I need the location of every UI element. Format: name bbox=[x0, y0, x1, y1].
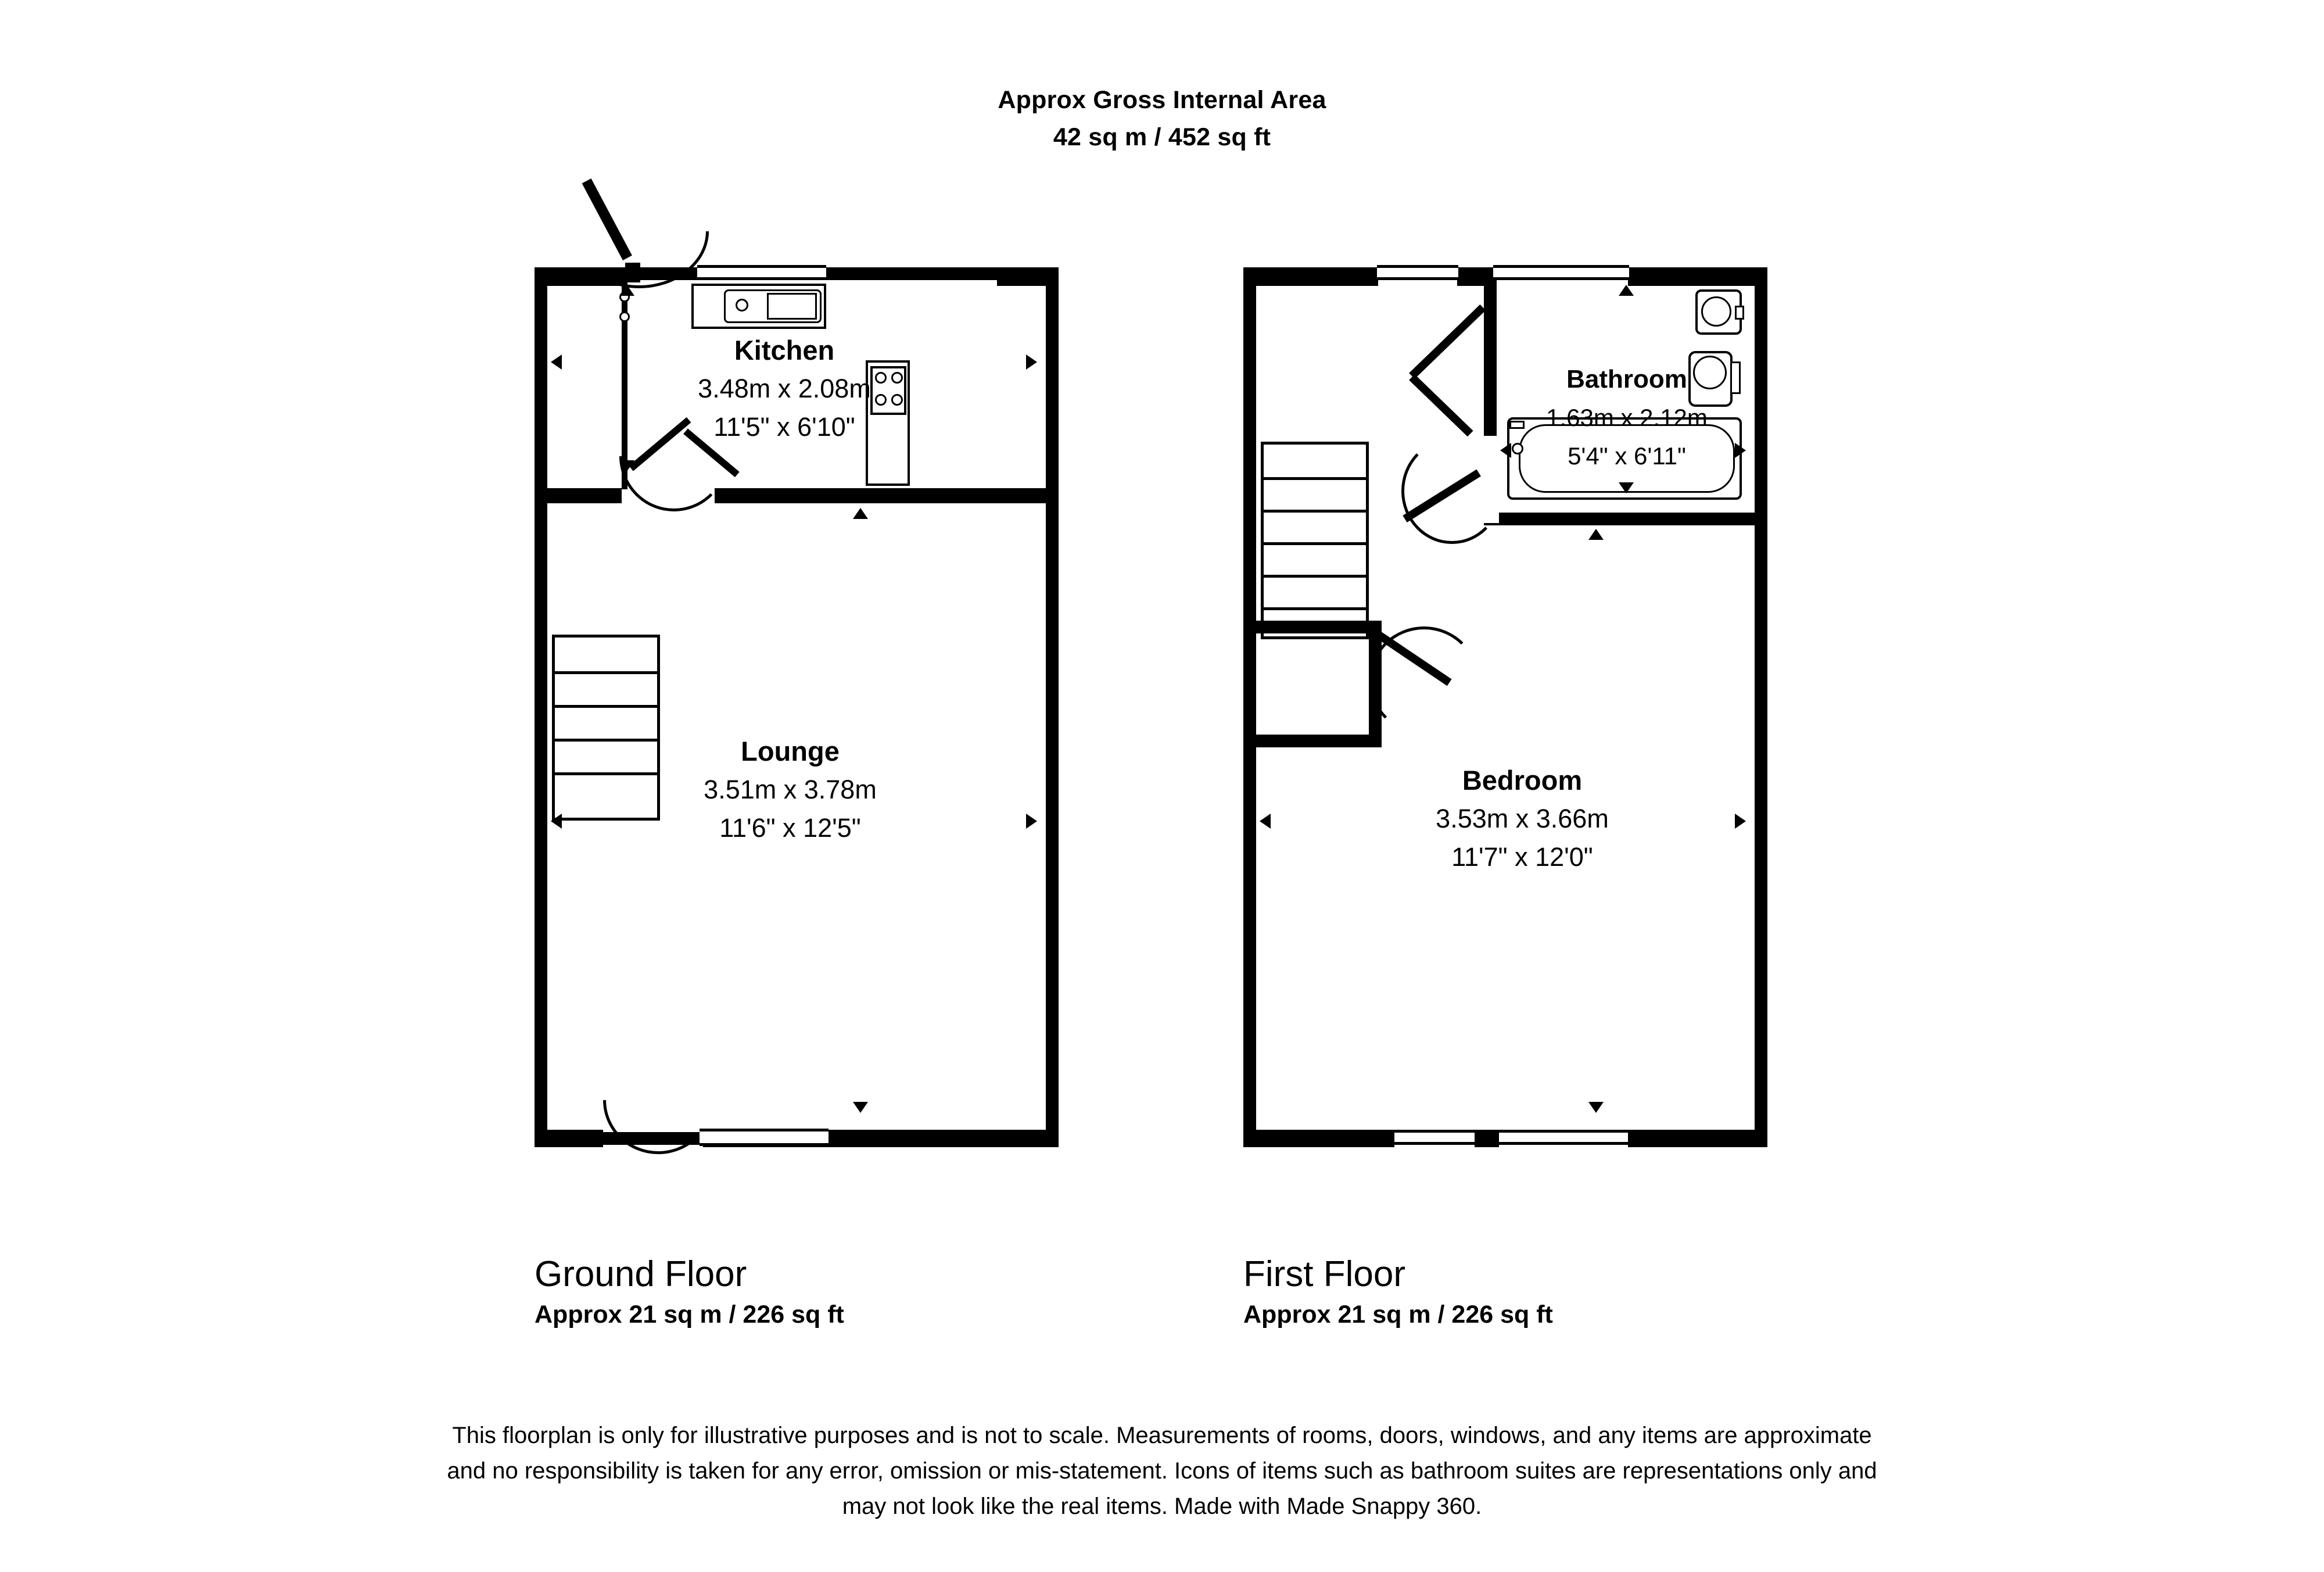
gross-internal-area-title: Approx Gross Internal Area bbox=[998, 86, 1326, 114]
kitchen-appliance-knob-2 bbox=[619, 311, 630, 322]
bathroom-diagonal-wall bbox=[1409, 305, 1486, 379]
disclaimer-line-1: This floorplan is only for illustrative purposes and is not to scale. Measurements of rooms, doors, windows, and any items are approximate bbox=[452, 1423, 1872, 1448]
bedroom-name: Bedroom bbox=[1462, 765, 1583, 796]
bedroom-arrow-up bbox=[1588, 529, 1604, 540]
kitchen-window-top bbox=[697, 265, 826, 280]
bedroom-arrow-down bbox=[1588, 1102, 1604, 1113]
stair-step bbox=[1264, 575, 1366, 578]
lounge-arrow-left bbox=[551, 814, 562, 829]
ground-floor-area: Approx 21 sq m / 226 sq ft bbox=[535, 1301, 844, 1328]
disclaimer bbox=[0, 1418, 2324, 1524]
bathroom-label bbox=[1482, 360, 1772, 475]
first-wall-left bbox=[1243, 267, 1256, 1145]
stair-step bbox=[1264, 477, 1366, 480]
stair-step bbox=[1264, 607, 1366, 610]
lounge-dim-imperial: 11'6" x 12'5" bbox=[719, 813, 861, 843]
landing-window-top bbox=[1377, 265, 1458, 280]
bathroom-arrow-down bbox=[1619, 482, 1634, 493]
disclaimer-line-3: may not look like the real items. Made with Made Snappy 360. bbox=[842, 1494, 1482, 1519]
ground-wall-right bbox=[1046, 267, 1059, 1145]
kitchen-arrow-down bbox=[619, 460, 634, 471]
ground-floor-title: Ground Floor bbox=[535, 1254, 747, 1294]
lounge-label bbox=[657, 732, 924, 847]
stair-step bbox=[555, 671, 657, 674]
bathroom-name: Bathroom bbox=[1566, 365, 1687, 393]
first-floor-title: First Floor bbox=[1243, 1254, 1405, 1294]
bedroom-window-bottom-left bbox=[1394, 1130, 1475, 1145]
kitchen-dim-imperial: 11'5" x 6'10" bbox=[713, 412, 855, 442]
bedroom-dim-imperial: 11'7" x 12'0" bbox=[1451, 842, 1593, 872]
first-wall-top-inner-left bbox=[1243, 267, 1378, 286]
page-header bbox=[0, 81, 2324, 156]
bathroom-window-top bbox=[1493, 265, 1629, 280]
bathroom-wall-bottom bbox=[1484, 513, 1767, 525]
bedroom-wall-top bbox=[1243, 735, 1382, 747]
ground-divider-wall bbox=[535, 488, 1059, 503]
stair-step bbox=[555, 739, 657, 742]
lounge-arrow-down bbox=[853, 1102, 868, 1113]
stair-step bbox=[1264, 542, 1366, 545]
sink-basin bbox=[767, 293, 817, 320]
lounge-arrow-right bbox=[1026, 814, 1037, 829]
stair-step bbox=[555, 772, 657, 775]
ground-wall-left bbox=[535, 267, 547, 1145]
kitchen-arrow-up bbox=[619, 285, 634, 296]
bedroom-arrow-right bbox=[1735, 814, 1746, 829]
bedroom-dim-metric: 3.53m x 3.66m bbox=[1436, 804, 1609, 833]
lounge-door-jamb-left bbox=[535, 1130, 603, 1147]
first-wall-bottom-band-right bbox=[1628, 1130, 1767, 1147]
stair-step bbox=[555, 705, 657, 708]
first-wall-bottom-band-mid bbox=[1475, 1130, 1499, 1147]
basin-bowl bbox=[1701, 296, 1731, 327]
first-floor-area: Approx 21 sq m / 226 sq ft bbox=[1243, 1301, 1553, 1328]
first-wall-top-inner-right bbox=[1628, 267, 1767, 286]
landing-wall-horizontal bbox=[1243, 621, 1382, 633]
ground-floor-plan bbox=[511, 192, 1092, 1197]
lounge-dim-metric: 3.51m x 3.78m bbox=[704, 775, 877, 804]
first-floor-plan bbox=[1220, 192, 1801, 1197]
stairs-icon bbox=[1261, 442, 1369, 639]
lounge-front-door-arc bbox=[603, 1046, 713, 1154]
gross-internal-area-value: 42 sq m / 452 sq ft bbox=[1053, 123, 1271, 151]
first-floor-caption bbox=[1243, 1252, 1553, 1333]
stairs-icon bbox=[552, 635, 660, 821]
bedroom-label bbox=[1389, 761, 1656, 876]
bedroom-window-bottom-right bbox=[1499, 1130, 1628, 1145]
ground-floor-caption bbox=[535, 1252, 844, 1333]
ground-wall-top-right-inner bbox=[997, 267, 1059, 286]
disclaimer-line-2: and no responsibility is taken for any error, omission or mis-statement. Icons of items such as bathroom suites are representations only and bbox=[447, 1458, 1877, 1484]
bathroom-dim-metric: 1.63m x 2.12m bbox=[1546, 404, 1708, 431]
lounge-name: Lounge bbox=[741, 736, 840, 767]
lounge-window-bottom-2 bbox=[700, 1129, 829, 1146]
bathroom-arrow-up bbox=[1619, 285, 1634, 296]
kitchen-arrow-left bbox=[551, 354, 562, 370]
first-wall-bottom-band-left bbox=[1243, 1130, 1394, 1147]
bathroom-dim-imperial: 5'4" x 6'11" bbox=[1568, 442, 1686, 470]
stair-step bbox=[1264, 510, 1366, 513]
kitchen-label bbox=[651, 331, 918, 446]
kitchen-arrow-right bbox=[1026, 354, 1037, 370]
sink-tap bbox=[736, 299, 748, 311]
kitchen-dim-metric: 3.48m x 2.08m bbox=[698, 374, 871, 403]
basin-tap bbox=[1735, 306, 1744, 320]
bathroom-diagonal-wall-2 bbox=[1409, 374, 1473, 436]
kitchen-name: Kitchen bbox=[734, 335, 835, 366]
bedroom-arrow-left bbox=[1260, 814, 1271, 829]
lounge-arrow-up bbox=[853, 508, 868, 519]
